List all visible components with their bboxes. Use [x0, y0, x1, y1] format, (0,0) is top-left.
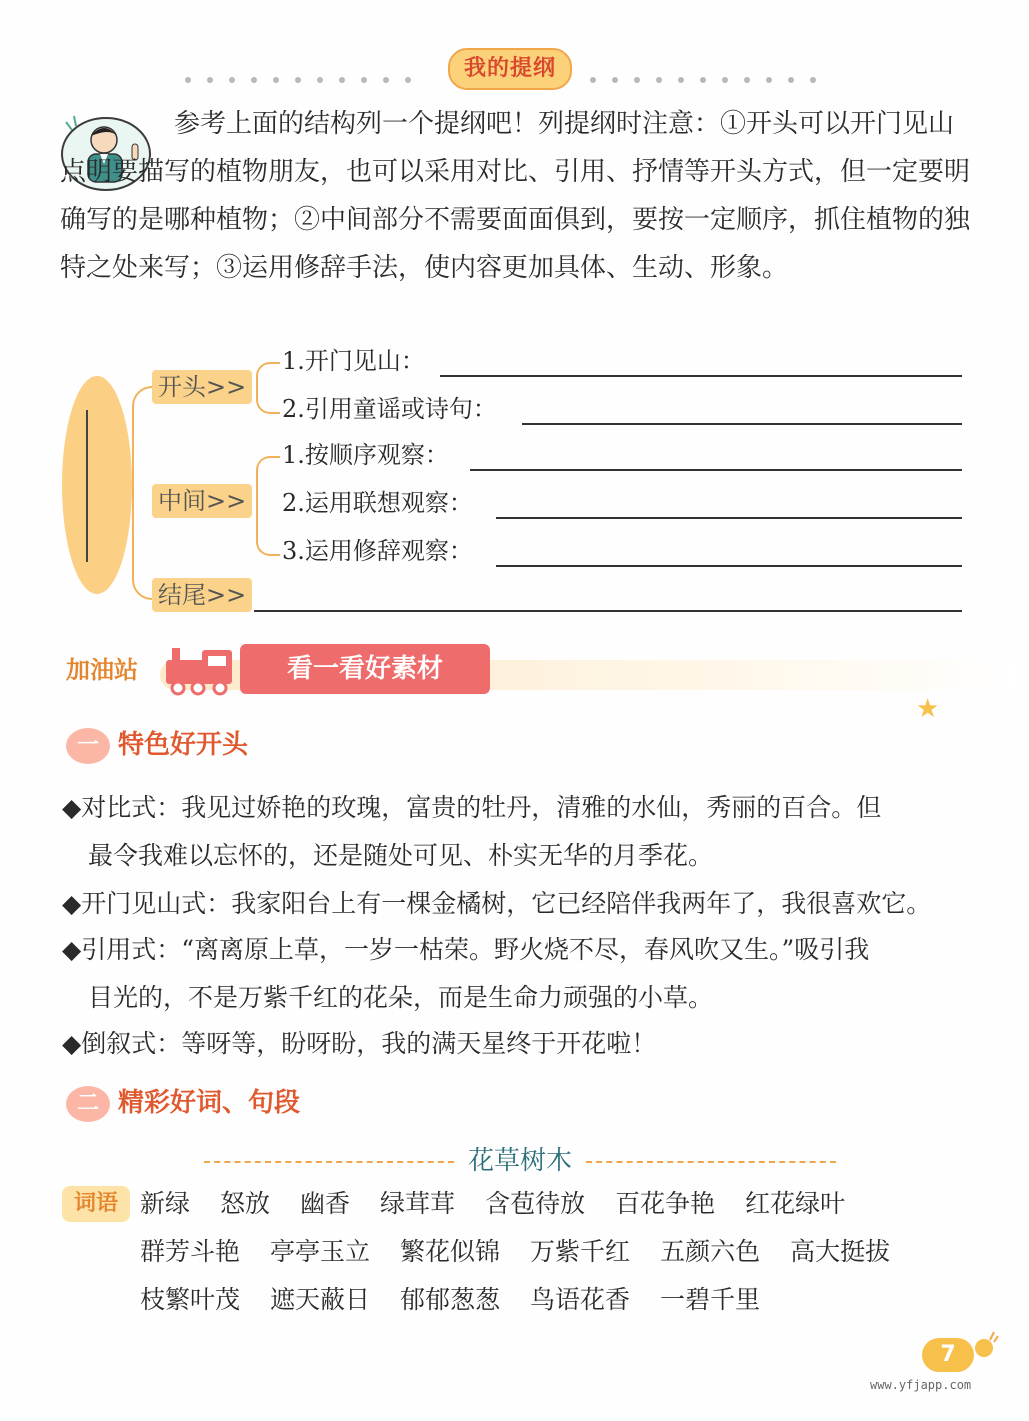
section1-heading: [66, 724, 248, 764]
subtitle-dash-right: [586, 1161, 836, 1163]
example-4-label: ◆倒叙式：: [62, 1029, 182, 1058]
section2-heading: [66, 1082, 300, 1122]
middle-item-2: 2.运用联想观察：: [282, 489, 473, 517]
opening-item-1: 1.开门见山：: [282, 347, 425, 375]
main-connector: [132, 386, 154, 600]
word-row-2: [140, 1228, 920, 1276]
opening-item-2: 2.引用童谣或诗句：: [282, 395, 497, 423]
word: 百花争艳: [615, 1189, 716, 1218]
intro-paragraph: 参考上面的结构列一个提纲吧！列提纲时注意：①开头可以开门见山点明要描写的植物朋友，也可以采用对比、引用、抒情等开头方式，但一定要明确写的是哪种植物；②中间部分不需要面面俱到，要按一定顺序，抓住植物的独特之处来写；③运用修辞手法，使内容更加具体、生动、形象。: [60, 109, 971, 283]
section2-title: 精彩好词、句段: [118, 1088, 301, 1118]
word: 高大挺拔: [790, 1237, 891, 1266]
example-3-text: “离离原上草，一岁一枯荣。野火烧不尽，春风吹又生。”吸引我: [181, 935, 870, 964]
section2-number: 二: [66, 1086, 110, 1122]
opening-connector: [256, 362, 280, 414]
outline-oval: [62, 376, 132, 594]
word: 郁郁葱葱: [400, 1285, 501, 1314]
example-2-label: ◆开门见山式：: [62, 889, 232, 918]
word: 枝繁叶茂: [140, 1285, 241, 1314]
example-3-label: ◆引用式：: [62, 935, 182, 964]
word-row-3: [140, 1276, 790, 1324]
section2-subtitle-row: [200, 1140, 840, 1177]
watermark: www.yfjapp.com: [870, 1378, 972, 1392]
ending-line[interactable]: [254, 610, 962, 612]
words-label: 词语: [62, 1186, 130, 1222]
middle-item-1: 1.按顺序观察：: [282, 441, 449, 469]
word: 怒放: [220, 1189, 271, 1218]
header-badge: 我的提纲: [448, 48, 572, 90]
word: 绿茸茸: [380, 1189, 456, 1218]
word: 繁花似锦: [400, 1237, 501, 1266]
example-1-cont: 最令我难以忘怀的，还是随处可见、朴实无华的月季花。: [88, 841, 714, 870]
station-banner: 看一看好素材: [240, 644, 490, 694]
section1-title: 特色好开头: [118, 730, 249, 760]
oval-write-line: [86, 410, 88, 562]
middle-line-3[interactable]: [496, 565, 962, 567]
stars-icon: ★: [916, 694, 940, 724]
opening-line-1[interactable]: [440, 375, 962, 377]
opening-example-4: [62, 1020, 972, 1068]
middle-line-1[interactable]: [470, 469, 962, 471]
word: 含苞待放: [485, 1189, 586, 1218]
branch-middle-label: 中间>>: [152, 484, 252, 518]
word: 幽香: [300, 1189, 351, 1218]
word: 万紫千红: [530, 1237, 631, 1266]
opening-example-2: [62, 880, 972, 928]
branch-ending-label: 结尾>>: [152, 578, 252, 612]
station-tag: 加油站: [66, 656, 138, 684]
example-1-label: ◆对比式：: [62, 793, 182, 822]
example-1-text: 我见过娇艳的玫瑰，富贵的牡丹，清雅的水仙，秀丽的百合。但: [181, 793, 882, 822]
word: 鸟语花香: [530, 1285, 631, 1314]
opening-line-2[interactable]: [522, 423, 962, 425]
opening-example-1: [62, 784, 972, 880]
word: 亭亭玉立: [270, 1237, 371, 1266]
section1-number: 一: [66, 728, 110, 764]
header-dots-left: [185, 68, 427, 72]
middle-line-2[interactable]: [496, 517, 962, 519]
branch-opening-label: 开头>>: [152, 370, 252, 404]
word: 遮天蔽日: [270, 1285, 371, 1314]
train-icon: [162, 646, 242, 702]
example-2-text: 我家阳台上有一棵金橘树，它已经陪伴我两年了，我很喜欢它。: [231, 889, 932, 918]
subtitle-dash-left: [204, 1161, 454, 1163]
middle-connector: [256, 456, 280, 556]
word: 群芳斗艳: [140, 1237, 241, 1266]
opening-example-3: [62, 926, 972, 1022]
example-3-cont: 目光的，不是万紫千红的花朵，而是生命力顽强的小草。: [88, 983, 714, 1012]
page-number: 7: [922, 1338, 974, 1372]
example-4-text: 等呀等，盼呀盼，我的满天星终于开花啦！: [181, 1029, 657, 1058]
word: 新绿: [140, 1189, 191, 1218]
word: 一碧千里: [660, 1285, 761, 1314]
snail-icon: [970, 1330, 1000, 1364]
word: 红花绿叶: [745, 1189, 846, 1218]
word: 五颜六色: [660, 1237, 761, 1266]
word-row-1: [140, 1180, 875, 1228]
header-dots-right: [590, 68, 832, 72]
section2-subtitle: 花草树木: [467, 1146, 572, 1176]
middle-item-3: 3.运用修辞观察：: [282, 537, 473, 565]
